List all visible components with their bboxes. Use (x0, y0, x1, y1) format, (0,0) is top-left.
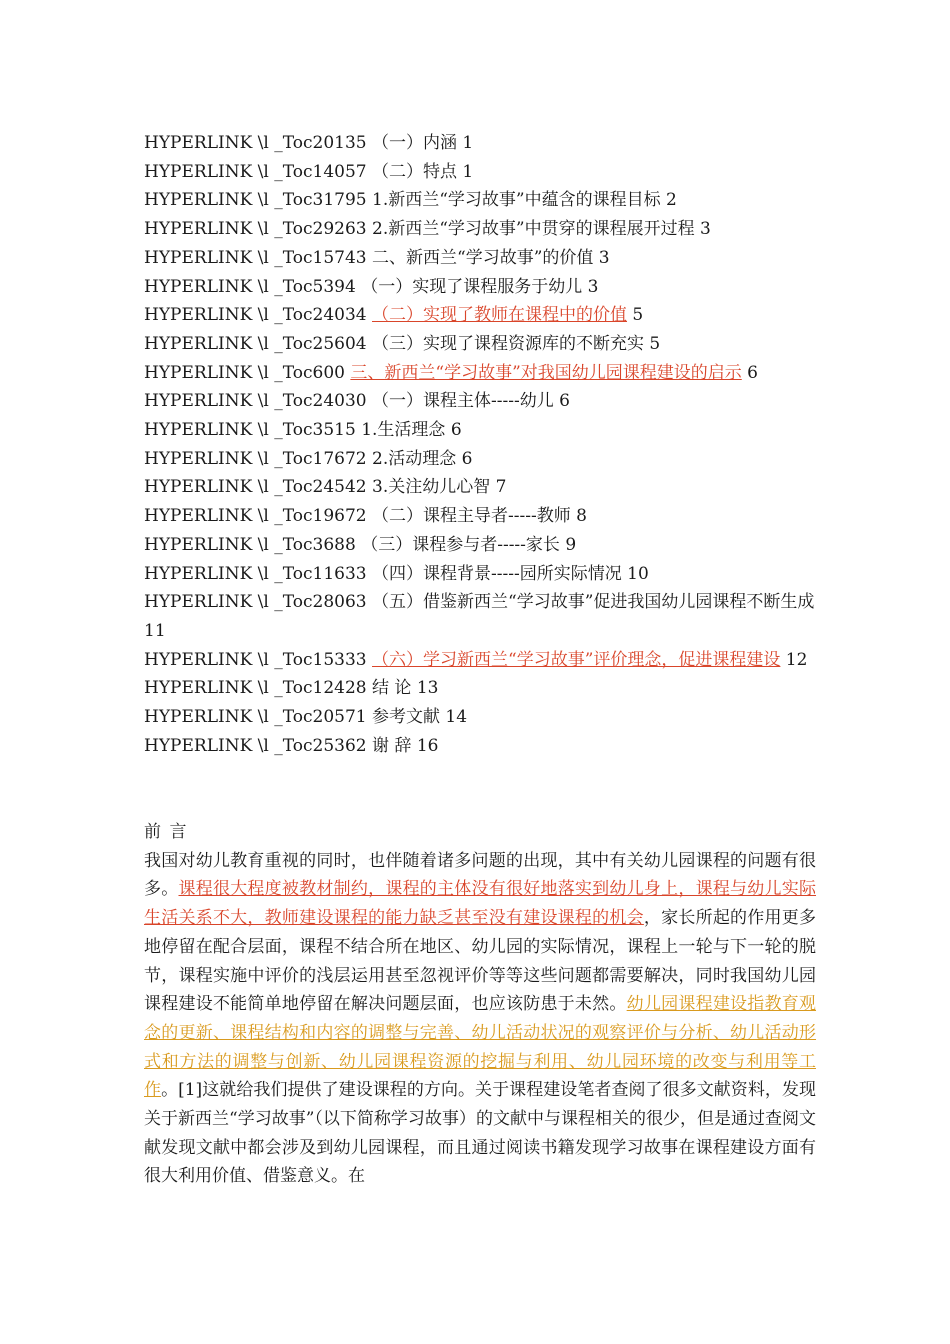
toc-page-number: 1 (457, 161, 474, 182)
toc-entry[interactable] (144, 674, 816, 703)
toc-field-code: HYPERLINK \l _Toc17672 (144, 448, 373, 469)
toc-field-code: HYPERLINK \l _Toc15333 (144, 649, 373, 670)
toc-page-number: 5 (644, 333, 661, 354)
toc-entry-title[interactable]: （一）内涵 (372, 133, 458, 153)
toc-field-code: HYPERLINK \l _Toc29263 (144, 219, 373, 240)
toc-entry-title[interactable]: 2.活动理念 (372, 448, 457, 469)
toc-entry-title[interactable]: 2.新西兰“学习故事”中贯穿的课程展开过程 (372, 219, 695, 240)
text-segment: 。[1]这就给我们提供了建设课程的方向。关于课程建设笔者查阅了很多文献资料，发现关于新西兰“学习故事”（以下简称学习故事）的文献中与课程相关的很少，但是通过查阅文献发现文献中都会涉及到幼儿园课程，而且通过阅读书籍发现学习故事在课程建设方面有很大利用价值、借鉴意义。在 (144, 1080, 816, 1187)
toc-field-code: HYPERLINK \l _Toc24030 (144, 391, 373, 412)
toc-entry[interactable] (144, 244, 816, 273)
toc-entry-title[interactable]: 二、新西兰“学习故事”的价值 (372, 247, 594, 268)
toc-page-number: 1 (457, 133, 474, 153)
toc-entry-title[interactable]: 三、新西兰“学习故事”对我国幼儿园课程建设的启示 (350, 362, 742, 383)
toc-field-code: HYPERLINK \l _Toc31795 (144, 190, 373, 211)
toc-field-code: HYPERLINK \l _Toc600 (144, 362, 351, 383)
toc-entry[interactable] (144, 387, 816, 416)
toc-field-code: HYPERLINK \l _Toc25604 (144, 333, 373, 354)
toc-page-number: 3 (593, 247, 610, 268)
toc-page-number: 10 (621, 563, 649, 584)
toc-entry-title[interactable]: （一）实现了课程服务于幼儿 (361, 276, 583, 297)
toc-entry[interactable] (144, 186, 816, 215)
toc-entry-title[interactable]: 3.关注幼儿心智 (372, 477, 491, 498)
toc-field-code: HYPERLINK \l _Toc15743 (144, 247, 373, 268)
toc-entry[interactable] (144, 273, 816, 302)
table-of-contents (144, 129, 820, 760)
toc-field-code: HYPERLINK \l _Toc3515 (144, 420, 362, 441)
toc-page-number: 16 (411, 735, 439, 756)
toc-entry-title[interactable]: 1.生活理念 (361, 420, 446, 441)
toc-entry[interactable] (144, 416, 816, 445)
preface-paragraph (144, 847, 816, 1191)
highlighted-text-segment: 课程很大程度被教材制约，课程的主体没有很好地落实到幼儿身上，课程与幼儿实际生活关系不大，教师建设课程的能力缺乏甚至没有建设课程的机会 (144, 879, 817, 929)
toc-entry-title[interactable]: （一）课程主体-----幼儿 (372, 391, 554, 412)
toc-entry[interactable] (144, 588, 820, 645)
toc-page-number: 2 (660, 190, 677, 211)
toc-page-number: 7 (490, 477, 507, 498)
toc-page-number: 14 (440, 707, 468, 728)
toc-entry-title[interactable]: 参考文献 (372, 707, 441, 728)
toc-page-number: 6 (456, 448, 473, 469)
text-segment: 我国对幼儿教育重视的同时，也伴随着诸多问题的出现，其中有关幼儿园课程的问题有很多。 (144, 850, 816, 900)
toc-entry[interactable] (144, 560, 816, 589)
toc-entry[interactable] (144, 732, 816, 761)
text-segment: ，家长所起的作用更多地停留在配合层面，课程不结合所在地区、幼儿园的实际情况，课程上一轮与下一轮的脱节，课程实施中评价的浅层运用甚至忽视评价等等这些问题都需要解决，同时我国幼儿园课程建设不能简单地停留在解决问题层面，也应该防患于未然。 (144, 908, 817, 1015)
toc-page-number: 3 (582, 276, 599, 297)
toc-entry-title[interactable]: 谢 辞 (372, 735, 412, 756)
toc-page-number: 8 (570, 506, 587, 527)
toc-entry[interactable] (144, 473, 816, 502)
toc-entry-title[interactable]: （二）课程主导者-----教师 (372, 506, 571, 527)
toc-entry[interactable] (144, 445, 816, 474)
toc-field-code: HYPERLINK \l _Toc12428 (144, 678, 373, 699)
toc-page-number: 9 (559, 534, 577, 555)
toc-field-code: HYPERLINK \l _Toc14057 (144, 161, 373, 182)
toc-page-number: 13 (411, 678, 439, 699)
toc-page-number: 6 (445, 420, 462, 441)
toc-entry-title[interactable]: （三）课程参与者-----家长 (361, 534, 560, 555)
toc-entry[interactable] (144, 502, 816, 531)
toc-field-code: HYPERLINK \l _Toc20571 (144, 707, 373, 728)
toc-entry[interactable] (144, 531, 816, 560)
toc-field-code: HYPERLINK \l _Toc5394 (144, 276, 362, 297)
toc-entry-title[interactable]: （四）课程背景-----园所实际情况 (372, 563, 622, 584)
toc-field-code: HYPERLINK \l _Toc20135 (144, 133, 373, 153)
highlighted-text-segment: 幼儿园课程建设指教育观念的更新、课程结构和内容的调整与完善、幼儿活动状况的观察评价与分析、幼儿活动形式和方法的调整与创新、幼儿园课程资源的挖掘与利用、幼儿园环境的改变与利用等工作 (144, 994, 817, 1101)
preface-heading: 前言 (144, 822, 195, 842)
toc-field-code: HYPERLINK \l _Toc19672 (144, 506, 373, 527)
toc-entry[interactable] (144, 129, 816, 158)
toc-entry[interactable] (144, 646, 816, 675)
toc-page-number: 6 (553, 391, 570, 412)
preface-section (144, 818, 816, 1191)
toc-entry[interactable] (144, 359, 816, 388)
toc-field-code: HYPERLINK \l _Toc24034 (144, 305, 373, 326)
toc-page-number: 12 (780, 649, 808, 670)
toc-page-number: 3 (694, 219, 711, 240)
toc-entry[interactable] (144, 215, 816, 244)
toc-entry-title[interactable]: （三）实现了课程资源库的不断充实 (372, 333, 645, 354)
toc-page-number: 6 (741, 362, 758, 383)
toc-page-number: 5 (627, 305, 644, 326)
toc-field-code: HYPERLINK \l _Toc11633 (144, 563, 373, 584)
toc-entry-title[interactable]: （二）特点 (372, 161, 458, 182)
toc-entry[interactable] (144, 330, 816, 359)
toc-field-code: HYPERLINK \l _Toc3688 (144, 534, 362, 555)
toc-entry-title[interactable]: （二）实现了教师在课程中的价值 (372, 305, 628, 326)
toc-entry[interactable] (144, 703, 816, 732)
toc-entry-title[interactable]: （五）借鉴新西兰“学习故事”促进我国幼儿园课程不断生成 (372, 592, 815, 613)
toc-entry[interactable] (144, 301, 816, 330)
toc-field-code: HYPERLINK \l _Toc25362 (144, 735, 373, 756)
toc-entry-title[interactable]: 结 论 (372, 678, 412, 699)
toc-list (144, 129, 820, 760)
toc-entry-title[interactable]: （六）学习新西兰“学习故事”评价理念，促进课程建设 (372, 649, 781, 670)
toc-entry-title[interactable]: 1.新西兰“学习故事”中蕴含的课程目标 (372, 190, 661, 211)
toc-page-number: 11 (144, 592, 820, 641)
toc-field-code: HYPERLINK \l _Toc24542 (144, 477, 373, 498)
toc-field-code: HYPERLINK \l _Toc28063 (144, 592, 373, 613)
toc-entry[interactable] (144, 158, 816, 187)
